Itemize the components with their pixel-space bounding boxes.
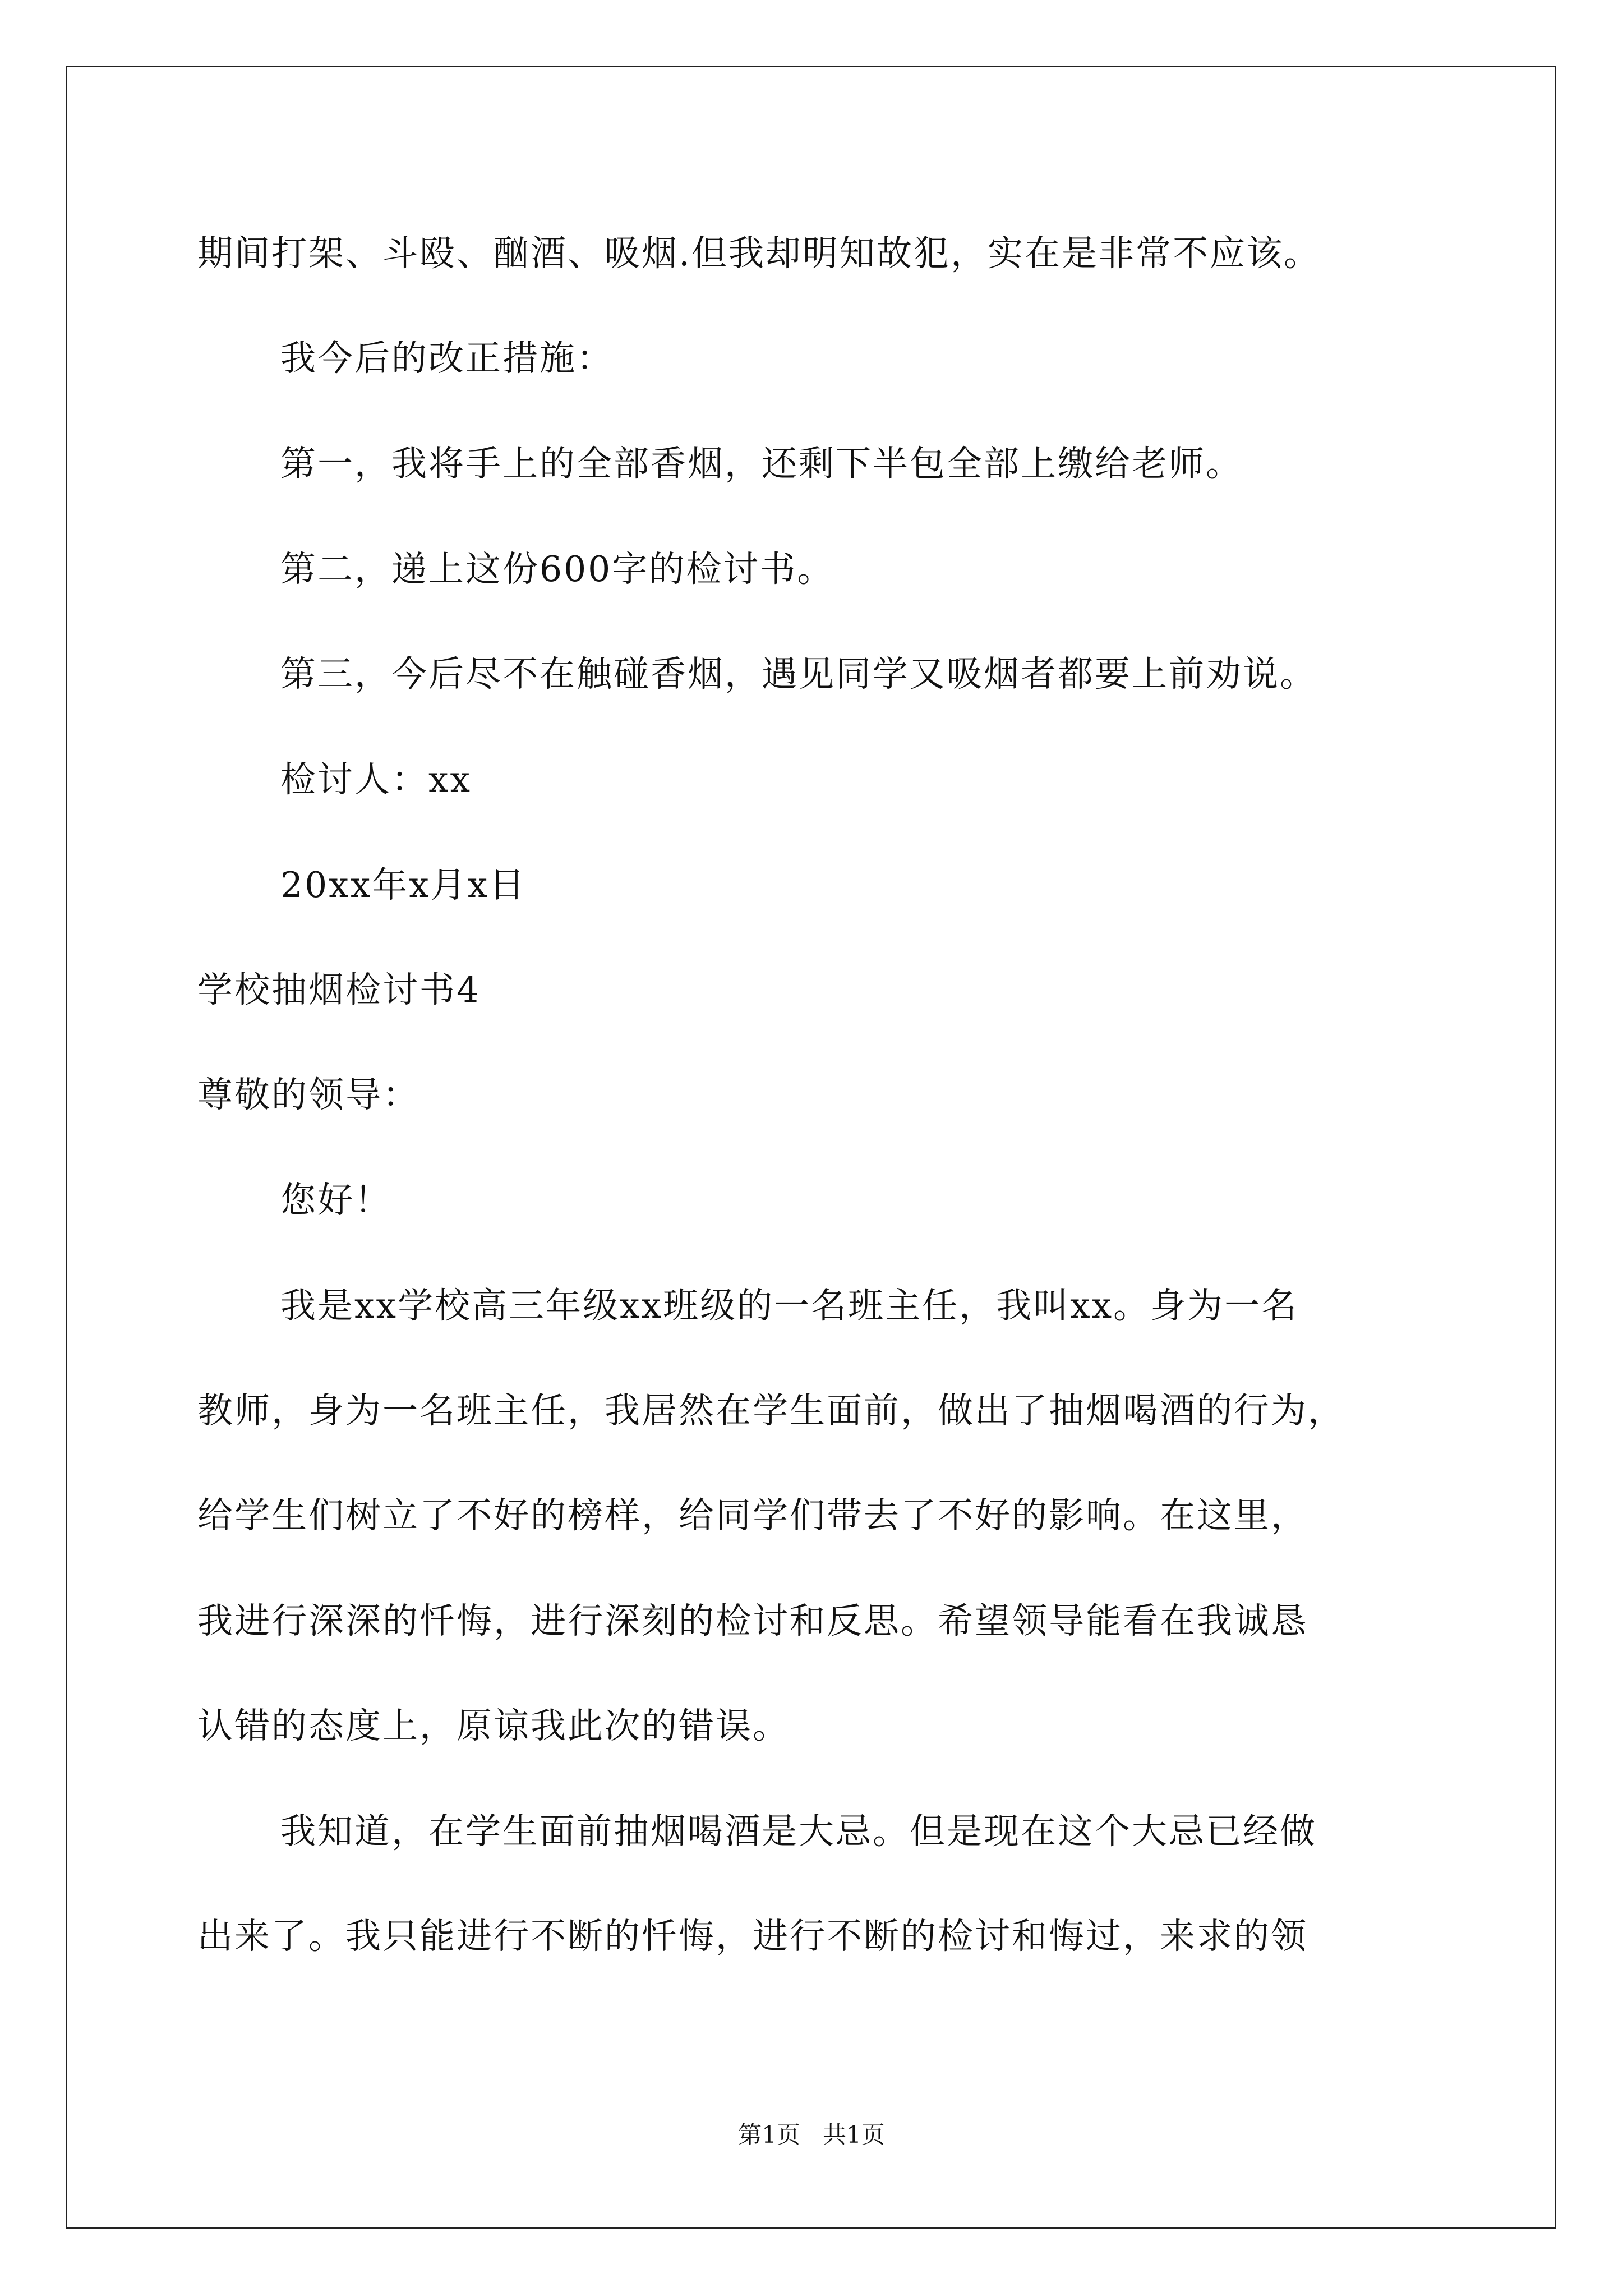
greeting: 您好！	[280, 1180, 391, 1221]
body-line: 第二，递上这份600字的检讨书。	[280, 549, 834, 590]
date-line: 20xx年x月x日	[280, 864, 527, 905]
body-line: 教师，身为一名班主任，我居然在学生面前，做出了抽烟喝酒的行为，	[197, 1390, 1345, 1431]
body-line: 我知道，在学生面前抽烟喝酒是大忌。但是现在这个大忌已经做	[280, 1811, 1317, 1852]
body-line: 给学生们树立了不好的榜样，给同学们带去了不好的影响。在这里，	[197, 1495, 1308, 1536]
page-footer: 第1页 共1页	[738, 2121, 885, 2148]
body-line: 第一，我将手上的全部香烟，还剩下半包全部上缴给老师。	[280, 443, 1243, 484]
salutation: 尊敬的领导：	[197, 1074, 419, 1115]
body-line: 认错的态度上，原谅我此次的错误。	[197, 1705, 790, 1746]
signature-line: 检讨人：xx	[280, 759, 472, 800]
body-line: 期间打架、斗殴、酗酒、吸烟.但我却明知故犯，实在是非常不应该。	[197, 233, 1321, 274]
page-frame	[66, 66, 1556, 2229]
body-line: 我进行深深的忏悔，进行深刻的检讨和反思。希望领导能看在我诚恳	[197, 1600, 1308, 1641]
body-line: 我是xx学校高三年级xx班级的一名班主任，我叫xx。身为一名	[280, 1285, 1299, 1326]
body-line: 我今后的改正措施：	[280, 338, 614, 379]
section-title: 学校抽烟检讨书4	[197, 969, 481, 1010]
body-line: 第三，今后尽不在触碰香烟，遇见同学又吸烟者都要上前劝说。	[280, 654, 1317, 694]
body-line: 出来了。我只能进行不断的忏悔，进行不断的检讨和悔过，来求的领	[197, 1916, 1308, 1957]
